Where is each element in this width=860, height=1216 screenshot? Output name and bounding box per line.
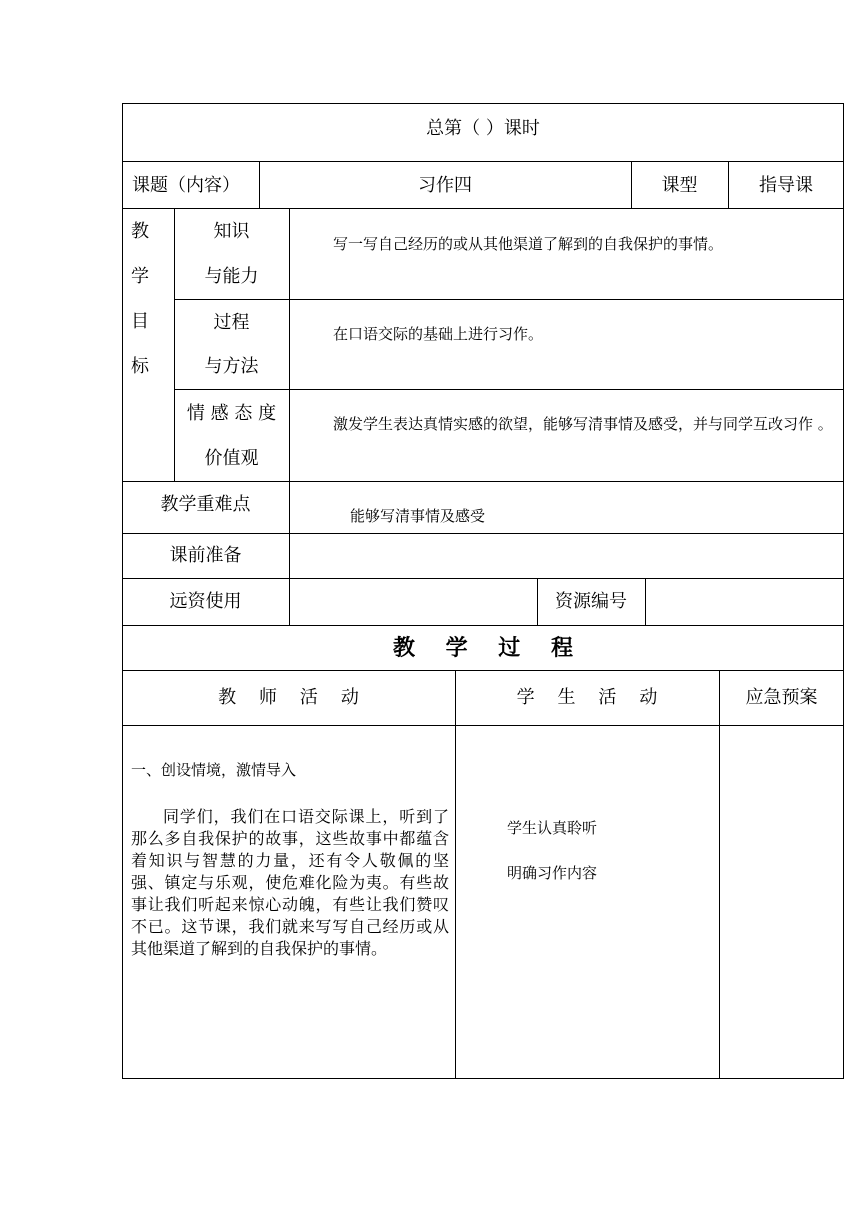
row-divider	[122, 161, 844, 162]
objectives-side-label-4: 标	[131, 356, 149, 377]
lesson-number-title: 总第（ ）课时	[426, 118, 540, 139]
row-divider	[174, 299, 844, 300]
row-divider	[122, 578, 844, 579]
teacher-activity-header: 教 师 活 动	[218, 687, 359, 708]
key-points-text: 能够写清事情及感受	[350, 507, 486, 525]
row-divider	[122, 481, 844, 482]
col-divider	[289, 208, 290, 625]
col-divider	[719, 670, 720, 1079]
process-objective-text: 在口语交际的基础上进行习作。	[333, 325, 544, 343]
process-label-line1: 过程	[213, 312, 250, 333]
emotion-objective-text: 激发学生表达真情实感的欲望，能够写清事情及感受，并与同学互改习作 。	[333, 415, 833, 433]
objectives-side-label-1: 教	[131, 221, 149, 242]
row-divider	[122, 533, 844, 534]
preparation-label: 课前准备	[169, 545, 242, 566]
emotion-label-line1: 情 感 态 度	[186, 403, 277, 424]
row-divider	[174, 389, 844, 390]
lesson-type-value: 指导课	[759, 175, 813, 196]
row-divider	[122, 208, 844, 209]
student-activity-header: 学 生 活 动	[516, 687, 658, 708]
objectives-side-label-2: 学	[131, 266, 149, 287]
resource-id-label: 资源编号	[555, 591, 627, 612]
emotion-label-line2: 价值观	[204, 448, 259, 469]
row-divider	[122, 625, 844, 626]
process-label-line2: 与方法	[204, 356, 259, 377]
student-activity-line1: 学生认真聆听	[507, 819, 598, 837]
col-divider	[174, 208, 175, 481]
row-divider	[122, 670, 844, 671]
topic-label: 课题（内容）	[132, 175, 240, 196]
knowledge-label-line2: 与能力	[204, 266, 259, 287]
knowledge-label-line1: 知识	[213, 221, 250, 242]
knowledge-objective-text: 写一写自己经历的或从其他渠道了解到的自我保护的事情。	[333, 235, 724, 253]
row-divider	[122, 725, 844, 726]
teacher-activity-heading: 一、创设情境，激情导入	[131, 761, 297, 779]
topic-value: 习作四	[418, 175, 472, 196]
teaching-process-title: 教 学 过 程	[393, 635, 573, 661]
student-activity-line2: 明确习作内容	[507, 864, 598, 882]
lesson-type-label: 课型	[661, 175, 698, 196]
objectives-side-label-3: 目	[131, 311, 149, 332]
key-points-label: 教学重难点	[160, 494, 251, 515]
resources-label: 远资使用	[169, 591, 242, 612]
emergency-plan-header: 应急预案	[745, 687, 818, 708]
teacher-activity-body: 同学们，我们在口语交际课上，听到了那么多自我保护的故事，这些故事中都蕴含着知识与智慧的力量，还有令人敬佩的坚强、镇定与乐观，使危难化险为夷。有些故事让我们听起来惊心动魄，有些让我们赞叹不已。这节课，我们就来写写自己经历或从其他渠道了解到的自我保护的事情。	[131, 807, 449, 958]
col-divider	[455, 670, 456, 1079]
col-divider	[645, 578, 646, 625]
